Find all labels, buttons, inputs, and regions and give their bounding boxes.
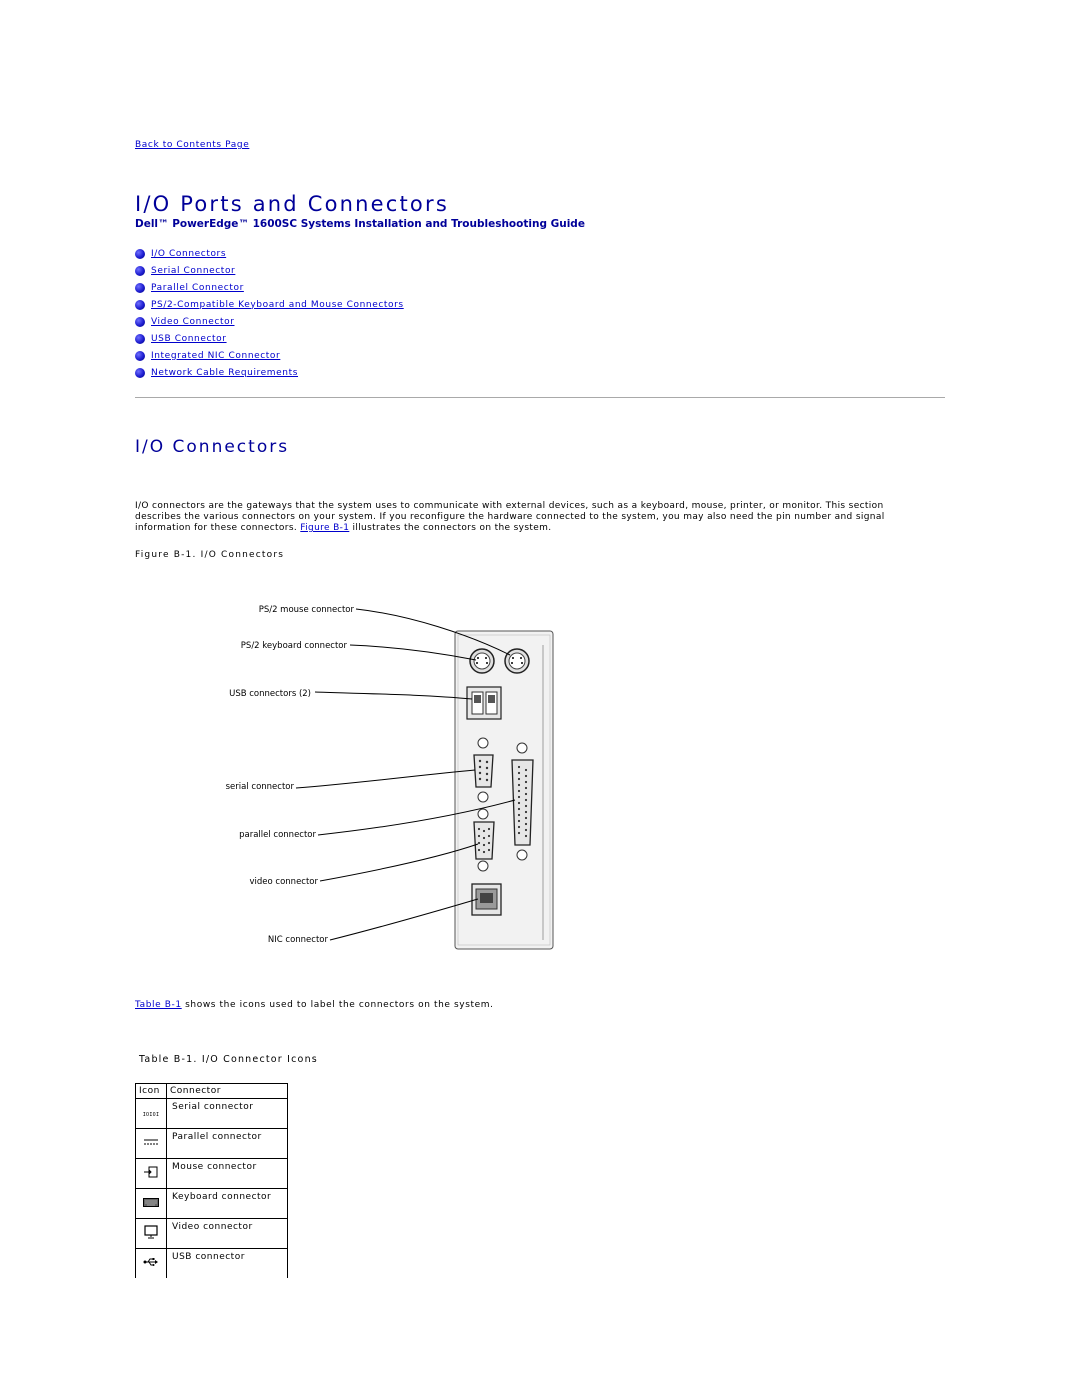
table-row bbox=[136, 1219, 288, 1249]
table-caption: Table B-1. I/O Connector Icons bbox=[139, 1054, 318, 1065]
video-icon bbox=[136, 1219, 167, 1249]
toc-item bbox=[135, 330, 404, 347]
table-row bbox=[136, 1159, 288, 1189]
connector-label: Serial connector bbox=[167, 1099, 288, 1129]
connector-icons-table bbox=[135, 1083, 288, 1278]
bullet-icon bbox=[135, 300, 145, 310]
paragraph-text: I/O connectors are the gateways that the system uses to communicate with external devices, such as a keyboard, mouse, printer, or monitor. This section describes the various connectors on your system. If you reconfigure the hardware connected to the system, you may also need the pin number and signal information for these connectors. bbox=[135, 501, 885, 533]
toc-link-network-cable[interactable]: Network Cable Requirements bbox=[151, 367, 299, 378]
ps2-mouse-port bbox=[505, 649, 529, 673]
table-header-row bbox=[136, 1084, 288, 1099]
intro-paragraph bbox=[135, 501, 925, 534]
video-leader-line bbox=[320, 844, 478, 881]
connector-label: Mouse connector bbox=[167, 1159, 288, 1189]
table-link[interactable]: Table B-1 bbox=[135, 1000, 182, 1010]
page-title: I/O Ports and Connectors bbox=[135, 192, 449, 216]
table-row bbox=[136, 1189, 288, 1219]
parallel-port bbox=[512, 760, 533, 845]
ps2-keyboard-port bbox=[470, 649, 494, 673]
toc-item bbox=[135, 347, 404, 364]
bullet-icon bbox=[135, 249, 145, 259]
video-connector-label: video connector bbox=[249, 877, 318, 887]
toc-link-ps2[interactable]: PS/2-Compatible Keyboard and Mouse Connectors bbox=[151, 299, 404, 310]
table-row bbox=[136, 1099, 288, 1129]
serial-icon-glyph: IOIOI bbox=[142, 1111, 160, 1118]
connector-label: Keyboard connector bbox=[167, 1189, 288, 1219]
toc-link-usb[interactable]: USB Connector bbox=[151, 333, 227, 344]
nic-connector-label: NIC connector bbox=[267, 935, 328, 945]
figure-link[interactable]: Figure B-1 bbox=[300, 523, 350, 533]
guide-subtitle: Dell™ PowerEdge™ 1600SC Systems Installation and Troubleshooting Guide bbox=[135, 218, 585, 230]
figure-caption: Figure B-1. I/O Connectors bbox=[135, 550, 285, 560]
bullet-icon bbox=[135, 266, 145, 276]
table-intro-paragraph bbox=[135, 1000, 494, 1010]
back-to-contents-link[interactable]: Back to Contents Page bbox=[135, 140, 250, 150]
table-row bbox=[136, 1129, 288, 1159]
io-connectors-figure bbox=[210, 595, 570, 955]
toc-item bbox=[135, 364, 404, 381]
bullet-icon bbox=[135, 317, 145, 327]
bullet-icon bbox=[135, 351, 145, 361]
bullet-icon bbox=[135, 368, 145, 378]
connector-label: USB connector bbox=[167, 1249, 288, 1279]
toc-item bbox=[135, 245, 404, 262]
paragraph-text: shows the icons used to label the connectors on the system. bbox=[181, 1000, 494, 1010]
serial-leader-line bbox=[296, 770, 475, 788]
usb-leader-line bbox=[315, 692, 472, 699]
header-icon: Icon bbox=[136, 1084, 167, 1099]
usb-ports bbox=[467, 687, 501, 719]
bullet-icon bbox=[135, 283, 145, 293]
toc-link-parallel[interactable]: Parallel Connector bbox=[151, 282, 244, 293]
serial-icon bbox=[136, 1099, 167, 1129]
parallel-icon bbox=[136, 1129, 167, 1159]
parallel-connector-label: parallel connector bbox=[239, 830, 316, 840]
table-of-contents bbox=[135, 245, 404, 381]
connector-label: Video connector bbox=[167, 1219, 288, 1249]
table-row bbox=[136, 1249, 288, 1279]
header-connector: Connector bbox=[167, 1084, 288, 1099]
paragraph-text: illustrates the connectors on the system. bbox=[349, 523, 552, 533]
toc-link-serial[interactable]: Serial Connector bbox=[151, 265, 236, 276]
mouse-connector-label: PS/2 mouse connector bbox=[258, 605, 354, 615]
toc-item bbox=[135, 262, 404, 279]
usb-icon bbox=[136, 1249, 167, 1279]
connector-label: Parallel connector bbox=[167, 1129, 288, 1159]
toc-item bbox=[135, 279, 404, 296]
mouse-icon bbox=[136, 1159, 167, 1189]
toc-link-video[interactable]: Video Connector bbox=[151, 316, 235, 327]
serial-port bbox=[474, 755, 493, 787]
video-port bbox=[474, 822, 494, 859]
toc-link-nic[interactable]: Integrated NIC Connector bbox=[151, 350, 281, 361]
horizontal-divider bbox=[135, 397, 945, 398]
keyboard-connector-label: PS/2 keyboard connector bbox=[240, 641, 347, 651]
usb-connectors-label: USB connectors (2) bbox=[229, 689, 311, 699]
section-title: I/O Connectors bbox=[135, 437, 290, 457]
toc-link-io-connectors[interactable]: I/O Connectors bbox=[151, 248, 227, 259]
toc-item bbox=[135, 313, 404, 330]
bullet-icon bbox=[135, 334, 145, 344]
keyboard-icon bbox=[136, 1189, 167, 1219]
toc-item bbox=[135, 296, 404, 313]
serial-connector-label: serial connector bbox=[225, 782, 294, 792]
